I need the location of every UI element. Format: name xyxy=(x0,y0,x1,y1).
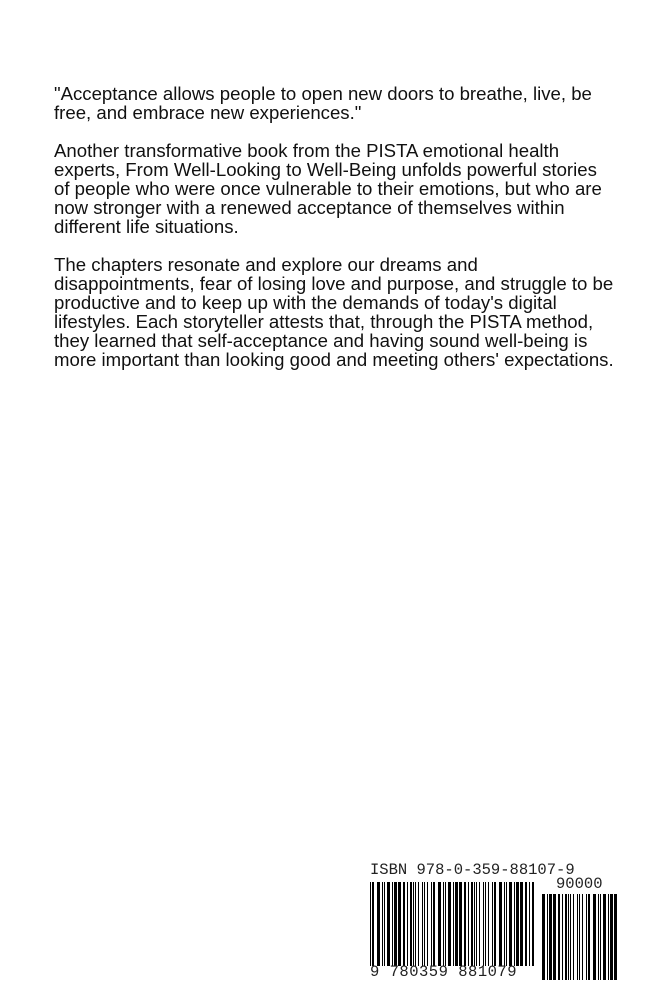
barcode-bar xyxy=(468,882,469,966)
barcode-bar xyxy=(413,882,414,966)
barcode-bar xyxy=(424,882,425,966)
barcode-bar xyxy=(448,882,451,966)
chapters-paragraph: The chapters resonate and explore our dreams and disappointments, fear of losing love and purpose, and struggle to be productive and to keep up with the demands of today's digital lifestyles. Each storyteller attests that, through the PISTA method, they learned that self-acceptance and having sound well-being is more important than looking good and meeting others' expectations. xyxy=(54,254,614,370)
barcode-bar xyxy=(499,882,502,966)
barcode-bar xyxy=(600,894,601,980)
barcode-bar xyxy=(372,882,374,966)
barcode-bar xyxy=(427,882,428,966)
barcode-bar xyxy=(577,894,578,980)
barcode-bar xyxy=(407,882,408,966)
barcode-bar xyxy=(398,882,401,966)
barcode-bar xyxy=(558,894,560,980)
barcode-bar xyxy=(377,882,380,966)
barcode-bar xyxy=(532,882,534,966)
barcode-bar xyxy=(547,894,548,980)
barcode-bar xyxy=(586,894,587,980)
barcode-bar xyxy=(387,882,390,966)
barcode-bar xyxy=(459,882,462,966)
barcode-bar xyxy=(443,882,444,966)
barcode-bar xyxy=(579,894,580,980)
barcode-bar xyxy=(525,882,527,966)
barcode-bar xyxy=(520,882,523,966)
barcode-digits: 9 780359 881079 xyxy=(370,963,518,981)
barcode-bar xyxy=(573,894,574,980)
barcode-bar xyxy=(485,882,486,966)
barcode-bar xyxy=(433,882,435,966)
barcode-bar xyxy=(382,882,383,966)
barcode-bar xyxy=(509,882,512,966)
barcode-bar xyxy=(504,882,505,966)
barcode-bar xyxy=(474,882,475,966)
quote-paragraph: "Acceptance allows people to open new doors to breathe, live, be free, and embrace new experiences." xyxy=(54,83,592,123)
isbn-label: ISBN 978-0-359-88107-9 xyxy=(370,861,575,879)
barcode-bar xyxy=(476,882,477,966)
barcode-bar xyxy=(438,882,441,966)
barcode-bar xyxy=(593,894,596,980)
barcode-bar xyxy=(492,882,493,966)
barcode-bar xyxy=(516,882,519,966)
barcode-bar xyxy=(479,882,480,966)
barcode-bar xyxy=(553,894,556,980)
barcode-bar xyxy=(570,894,571,980)
description-paragraph: Another transformative book from the PISTA emotional health experts, From Well-Looking to Well-Being unfolds powerful stories of people who were once vulnerable to their emotions, but who are now stronger with a renewed acceptance of themselves within different life situations. xyxy=(54,140,602,237)
barcode-bar xyxy=(614,894,617,980)
barcode-bar xyxy=(488,882,489,966)
barcode-bar xyxy=(415,882,416,966)
barcode-bar xyxy=(384,882,385,966)
barcode-bar xyxy=(431,882,432,966)
barcode-bar xyxy=(506,882,507,966)
barcode-bar xyxy=(494,882,496,966)
barcode-bar xyxy=(565,894,567,980)
barcode-bar xyxy=(483,882,484,966)
barcode-bar xyxy=(445,882,446,966)
barcode-bar xyxy=(582,894,583,980)
barcode-bar xyxy=(455,882,458,966)
barcode-bar xyxy=(562,894,563,980)
barcode-bar xyxy=(394,882,397,966)
barcode-bar xyxy=(588,894,590,980)
barcode-bar xyxy=(453,882,454,966)
barcode-bar xyxy=(542,894,545,980)
barcode-bar xyxy=(410,882,412,966)
barcode-bar xyxy=(529,882,530,966)
barcode-bar xyxy=(549,894,552,980)
barcode-bar xyxy=(370,882,371,966)
barcode-bar xyxy=(610,894,613,980)
barcode-bar xyxy=(514,882,515,966)
barcode-bar xyxy=(608,894,609,980)
barcode-bar xyxy=(392,882,393,966)
barcode-bar xyxy=(464,882,466,966)
barcode-bar xyxy=(422,882,423,966)
isbn-barcode xyxy=(370,862,620,982)
back-cover-blurb xyxy=(54,84,614,388)
barcode-bar xyxy=(603,894,606,980)
barcode-bar xyxy=(598,894,599,980)
price-addon: 90000 xyxy=(556,875,603,893)
barcode-bar xyxy=(403,882,405,966)
barcode-bar xyxy=(418,882,419,966)
barcode-bar xyxy=(471,882,473,966)
barcode-bar xyxy=(568,894,569,980)
